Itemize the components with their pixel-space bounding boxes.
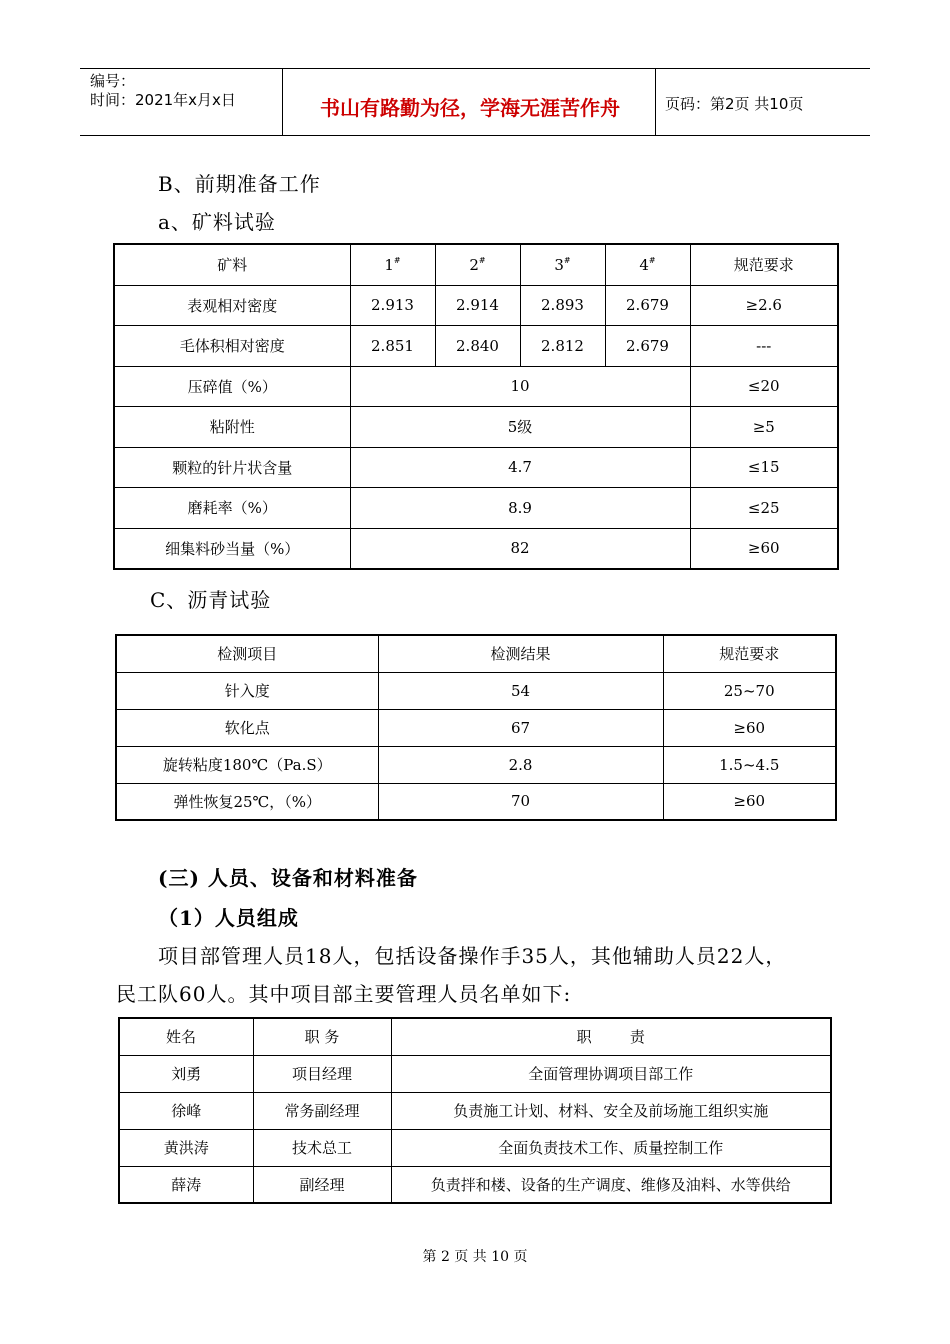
staff-header-title: 职 务	[253, 1018, 391, 1055]
section-c-title: C、沥青试验	[150, 588, 272, 612]
mineral-cell-req: ≥60	[690, 528, 838, 569]
table-row	[119, 1166, 831, 1203]
mineral-header-1: 1#	[350, 244, 435, 285]
mineral-header-2: 2#	[435, 244, 520, 285]
section-b-title: B、前期准备工作	[158, 172, 321, 196]
mineral-row-label: 粘附性	[114, 406, 350, 447]
mineral-merged-cell: 10	[350, 366, 690, 406]
header-top-rule	[80, 68, 870, 69]
asphalt-item: 旋转粘度180℃（Pa.S）	[116, 746, 378, 783]
mineral-cell: 2.679	[605, 325, 690, 366]
staff-header-row	[119, 1018, 831, 1055]
mineral-cell-req: ≤15	[690, 447, 838, 487]
table-row	[119, 1055, 831, 1092]
asphalt-result: 67	[378, 709, 663, 746]
mineral-table	[113, 243, 839, 570]
asphalt-req: 25~70	[663, 672, 836, 709]
staff-title: 副经理	[253, 1166, 391, 1203]
header-bottom-rule	[80, 135, 870, 136]
asphalt-item: 软化点	[116, 709, 378, 746]
asphalt-item: 针入度	[116, 672, 378, 709]
mineral-header-4: 4#	[605, 244, 690, 285]
paragraph-line-2: 民工队60人。其中项目部主要管理人员名单如下:	[116, 982, 572, 1006]
mineral-merged-cell: 8.9	[350, 487, 690, 528]
table-row	[114, 285, 838, 325]
mineral-cell-req: ≥2.6	[690, 285, 838, 325]
asphalt-req: 1.5~4.5	[663, 746, 836, 783]
mineral-merged-cell: 4.7	[350, 447, 690, 487]
mineral-cell-req: ≤20	[690, 366, 838, 406]
header-time-label: 时间：2021年x月x日	[90, 91, 236, 109]
table-row	[114, 325, 838, 366]
staff-table	[118, 1017, 832, 1204]
mineral-header-req: 规范要求	[690, 244, 838, 285]
staff-duty: 全面管理协调项目部工作	[391, 1055, 831, 1092]
mineral-cell-req: ---	[690, 325, 838, 366]
mineral-cell: 2.851	[350, 325, 435, 366]
section-3-title: (三) 人员、设备和材料准备	[158, 866, 418, 890]
header-number-label: 编号：	[90, 72, 136, 90]
table-row	[116, 709, 836, 746]
mineral-cell-req: ≥5	[690, 406, 838, 447]
table-row	[114, 528, 838, 569]
mineral-cell: 2.840	[435, 325, 520, 366]
asphalt-header-item: 检测项目	[116, 635, 378, 672]
table-row	[119, 1129, 831, 1166]
mineral-cell-req: ≤25	[690, 487, 838, 528]
staff-title: 项目经理	[253, 1055, 391, 1092]
asphalt-header-req: 规范要求	[663, 635, 836, 672]
table-row	[119, 1092, 831, 1129]
table-row	[114, 447, 838, 487]
mineral-row-label: 毛体积相对密度	[114, 325, 350, 366]
staff-name: 薛涛	[119, 1166, 253, 1203]
asphalt-header-row	[116, 635, 836, 672]
staff-header-duty: 职 责	[391, 1018, 831, 1055]
table-row	[116, 783, 836, 820]
asphalt-result: 70	[378, 783, 663, 820]
mineral-cell: 2.914	[435, 285, 520, 325]
header-page-label: 页码：第2页 共10页	[665, 95, 804, 113]
staff-header-name: 姓名	[119, 1018, 253, 1055]
mineral-row-label: 压碎值（%）	[114, 366, 350, 406]
mineral-header-material: 矿料	[114, 244, 350, 285]
staff-name: 刘勇	[119, 1055, 253, 1092]
staff-name: 黄洪涛	[119, 1129, 253, 1166]
mineral-merged-cell: 5级	[350, 406, 690, 447]
header-divider-left	[282, 69, 283, 135]
table-row	[114, 366, 838, 406]
asphalt-req: ≥60	[663, 783, 836, 820]
staff-duty: 负责施工计划、材料、安全及前场施工组织实施	[391, 1092, 831, 1129]
mineral-header-row	[114, 244, 838, 285]
asphalt-result: 54	[378, 672, 663, 709]
asphalt-result: 2.8	[378, 746, 663, 783]
mineral-row-label: 细集料砂当量（%）	[114, 528, 350, 569]
asphalt-item: 弹性恢复25℃，（%）	[116, 783, 378, 820]
mineral-cell: 2.893	[520, 285, 605, 325]
header-motto: 书山有路勤为径，学海无涯苦作舟	[320, 96, 620, 120]
staff-duty: 全面负责技术工作、质量控制工作	[391, 1129, 831, 1166]
table-row	[114, 487, 838, 528]
staff-title: 技术总工	[253, 1129, 391, 1166]
header-divider-right	[655, 69, 656, 135]
section-3-1-title: （1）人员组成	[158, 906, 299, 930]
mineral-header-3: 3#	[520, 244, 605, 285]
asphalt-header-result: 检测结果	[378, 635, 663, 672]
mineral-row-label: 磨耗率（%）	[114, 487, 350, 528]
staff-title: 常务副经理	[253, 1092, 391, 1129]
staff-name: 徐峰	[119, 1092, 253, 1129]
mineral-row-label: 颗粒的针片状含量	[114, 447, 350, 487]
table-row	[116, 672, 836, 709]
page-footer: 第 2 页 共 10 页	[422, 1249, 528, 1265]
mineral-cell: 2.679	[605, 285, 690, 325]
section-a-title: a、矿料试验	[158, 210, 276, 234]
asphalt-req: ≥60	[663, 709, 836, 746]
staff-duty: 负责拌和楼、设备的生产调度、维修及油料、水等供给	[391, 1166, 831, 1203]
mineral-cell: 2.913	[350, 285, 435, 325]
mineral-merged-cell: 82	[350, 528, 690, 569]
mineral-cell: 2.812	[520, 325, 605, 366]
table-row	[114, 406, 838, 447]
asphalt-table	[115, 634, 837, 821]
paragraph-line-1: 项目部管理人员18人，包括设备操作手35人，其他辅助人员22人，	[158, 944, 787, 968]
table-row	[116, 746, 836, 783]
mineral-row-label: 表观相对密度	[114, 285, 350, 325]
